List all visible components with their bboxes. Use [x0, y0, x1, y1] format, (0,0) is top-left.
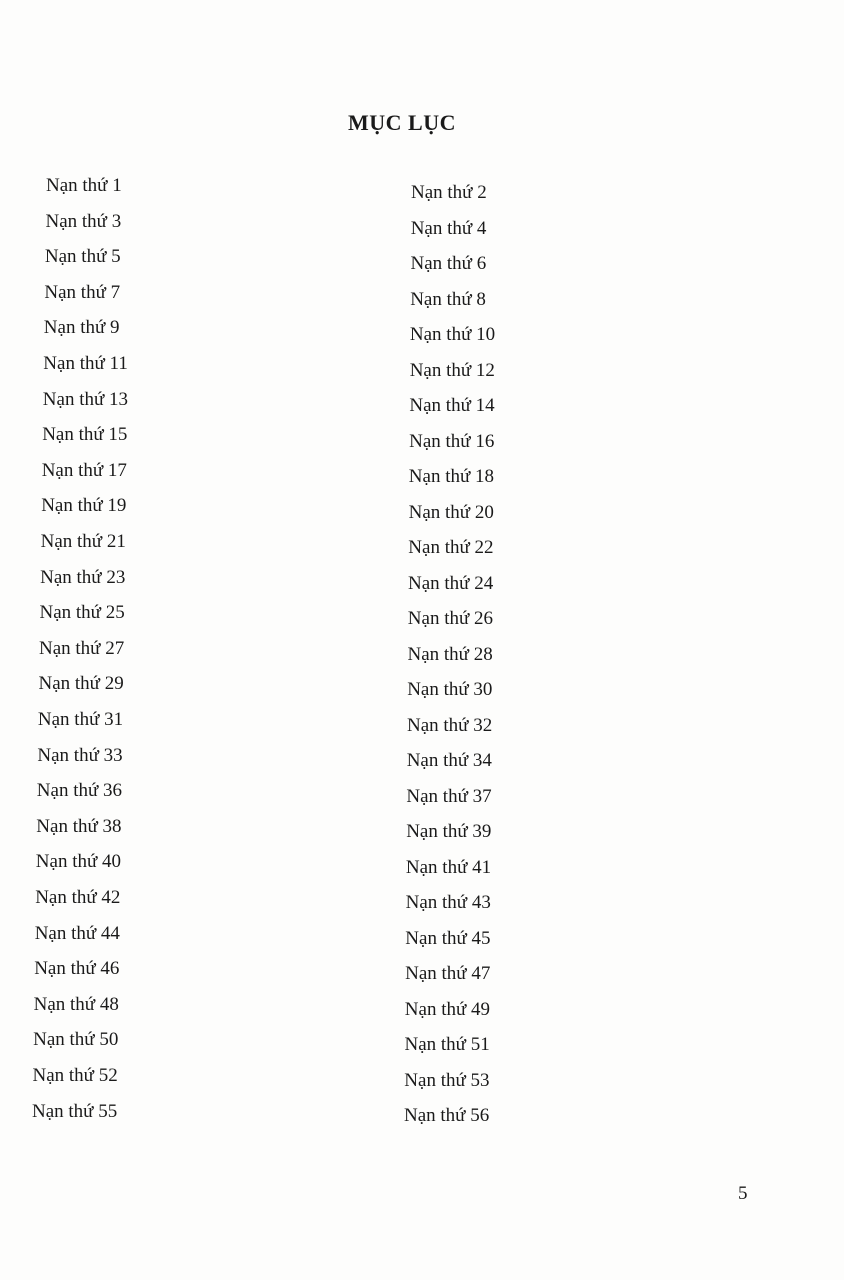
toc-entry: Nạn thứ 23	[40, 566, 126, 588]
toc-entry: Nạn thứ 53	[404, 1069, 490, 1091]
toc-entry: Nạn thứ 18	[408, 466, 495, 487]
page-number: 5	[738, 1183, 748, 1204]
toc-entry: Nạn thứ 44	[34, 922, 120, 944]
toc-entry: Nạn thứ 13	[42, 388, 129, 410]
toc-entry: Nạn thứ 14	[409, 395, 495, 416]
toc-entry: Nạn thứ 37	[406, 785, 492, 807]
toc-entry: Nạn thứ 30	[407, 679, 493, 700]
toc-entry: Nạn thứ 10	[409, 324, 496, 345]
toc-entry: Nạn thứ 21	[40, 531, 126, 552]
toc-entry: Nạn thứ 4	[410, 217, 487, 239]
toc-entry: Nạn thứ 24	[408, 572, 494, 594]
toc-entry: Nạn thứ 49	[404, 998, 491, 1020]
toc-entry: Nạn thứ 38	[36, 815, 122, 837]
toc-entry: Nạn thứ 22	[408, 537, 494, 558]
toc-entry: Nạn thứ 3	[45, 210, 122, 232]
toc-entry: Nạn thứ 8	[410, 288, 486, 310]
toc-entry: Nạn thứ 56	[404, 1105, 490, 1126]
toc-entry: Nạn thứ 15	[42, 424, 128, 446]
toc-entry: Nạn thứ 6	[410, 253, 487, 274]
toc-entry: Nạn thứ 31	[37, 709, 124, 730]
toc-entry: Nạn thứ 26	[407, 608, 494, 629]
toc-entry: Nạn thứ 52	[32, 1065, 118, 1086]
toc-entry: Nạn thứ 12	[409, 359, 495, 381]
toc-entry: Nạn thứ 39	[406, 821, 492, 842]
toc-entry: Nạn thứ 40	[35, 851, 122, 873]
toc-entry: Nạn thứ 27	[39, 637, 125, 659]
toc-entry: Nạn thứ 34	[406, 750, 492, 771]
toc-entry: Nạn thứ 55	[32, 1100, 118, 1122]
toc-entry: Nạn thứ 43	[405, 892, 491, 913]
toc-entry: Nạn thứ 5	[44, 246, 121, 268]
toc-entry: Nạn thứ 48	[33, 993, 119, 1015]
toc-entry: Nạn thứ 11	[43, 353, 128, 374]
toc-entry: Nạn thứ 47	[405, 963, 491, 984]
toc-entry: Nạn thứ 2	[411, 182, 487, 203]
toc-entry: Nạn thứ 36	[36, 780, 123, 802]
toc-entry: Nạn thứ 33	[37, 744, 123, 766]
toc-entry: Nạn thứ 42	[35, 887, 121, 908]
toc-entry: Nạn thứ 17	[41, 459, 127, 481]
toc-entry: Nạn thứ 1	[46, 175, 122, 196]
toc-entry: Nạn thứ 51	[404, 1034, 490, 1055]
toc-entry: Nạn thứ 50	[33, 1029, 119, 1051]
toc-entry: Nạn thứ 28	[407, 643, 493, 665]
toc-entry: Nạn thứ 45	[405, 927, 491, 949]
page-title: MỤC LỤC	[348, 110, 456, 135]
toc-entry: Nạn thứ 25	[39, 602, 125, 624]
toc-entry: Nạn thứ 7	[44, 281, 121, 303]
toc-entry: Nạn thứ 9	[43, 317, 120, 339]
toc-entry: Nạn thứ 46	[34, 958, 120, 980]
toc-entry: Nạn thứ 16	[409, 430, 495, 452]
toc-entry: Nạn thứ 19	[41, 495, 127, 517]
toc-entry: Nạn thứ 41	[405, 856, 492, 878]
toc-entry: Nạn thứ 32	[407, 714, 493, 736]
toc-entry: Nạn thứ 20	[408, 501, 494, 523]
toc-entry: Nạn thứ 29	[38, 673, 124, 695]
